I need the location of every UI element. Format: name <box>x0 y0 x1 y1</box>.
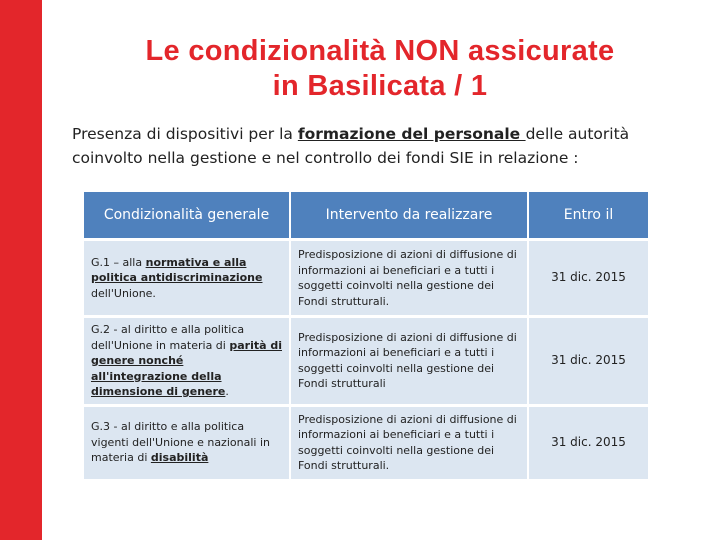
table-row <box>84 405 648 479</box>
left-accent-bar <box>0 0 42 540</box>
title-line-2: in Basilicata / 1 <box>272 70 488 102</box>
intro-text-after: delle autorità coinvolto nella gestione e nel controllo dei fondi SIE in relazione : <box>72 125 630 167</box>
table-header-row <box>84 192 648 240</box>
cell-intervento: Predisposizione di azioni di diffusione di informazioni ai beneficiari e a tutti i soggetti coinvolti nella gestione dei Fondi strutturali. <box>290 240 528 317</box>
cell-condizionalita <box>84 317 290 406</box>
header-entro: Entro il <box>528 192 648 240</box>
cell-condizionalita <box>84 240 290 317</box>
cell-condizionalita <box>84 405 290 479</box>
cond-after: . <box>225 385 229 398</box>
intro-emphasis: formazione del personale <box>297 125 526 143</box>
conditionality-table <box>84 192 648 479</box>
cond-before: G.2 - al diritto e alla politica dell'Unione in materia di <box>91 323 245 352</box>
cond-before: G.1 – alla <box>91 255 146 269</box>
cond-emphasis: disabilità <box>150 451 209 465</box>
cond-before: G.3 - al diritto e alla politica vigenti dell'Unione e nazionali in materia di <box>91 420 270 465</box>
header-intervento: Intervento da realizzare <box>290 192 528 240</box>
intro-text-before: Presenza di dispositivi per la <box>72 125 298 143</box>
table-row <box>84 317 648 406</box>
cell-intervento: Predisposizione di azioni di diffusione di informazioni ai beneficiari e a tutti i soggetti coinvolti nella gestione dei Fondi strutturali. <box>290 405 528 479</box>
cell-intervento: Predisposizione di azioni di diffusione di informazioni ai beneficiari e a tutti i soggetti coinvolti nella gestione dei Fondi strutturali <box>290 317 528 406</box>
cell-entro: 31 dic. 2015 <box>528 240 648 317</box>
header-condizionalita: Condizionalità generale <box>84 192 290 240</box>
cell-entro: 31 dic. 2015 <box>528 317 648 406</box>
table-row <box>84 240 648 317</box>
cell-entro: 31 dic. 2015 <box>528 405 648 479</box>
cond-emphasis: normativa e alla politica antidiscriminazione <box>91 255 263 285</box>
cond-after: dell'Unione. <box>91 286 156 300</box>
title-line-1: Le condizionalità NON assicurate <box>145 35 615 67</box>
intro-paragraph <box>72 122 672 170</box>
page-title <box>60 34 700 104</box>
cond-emphasis: parità di genere nonché all'integrazione della dimensione di genere <box>91 338 282 398</box>
